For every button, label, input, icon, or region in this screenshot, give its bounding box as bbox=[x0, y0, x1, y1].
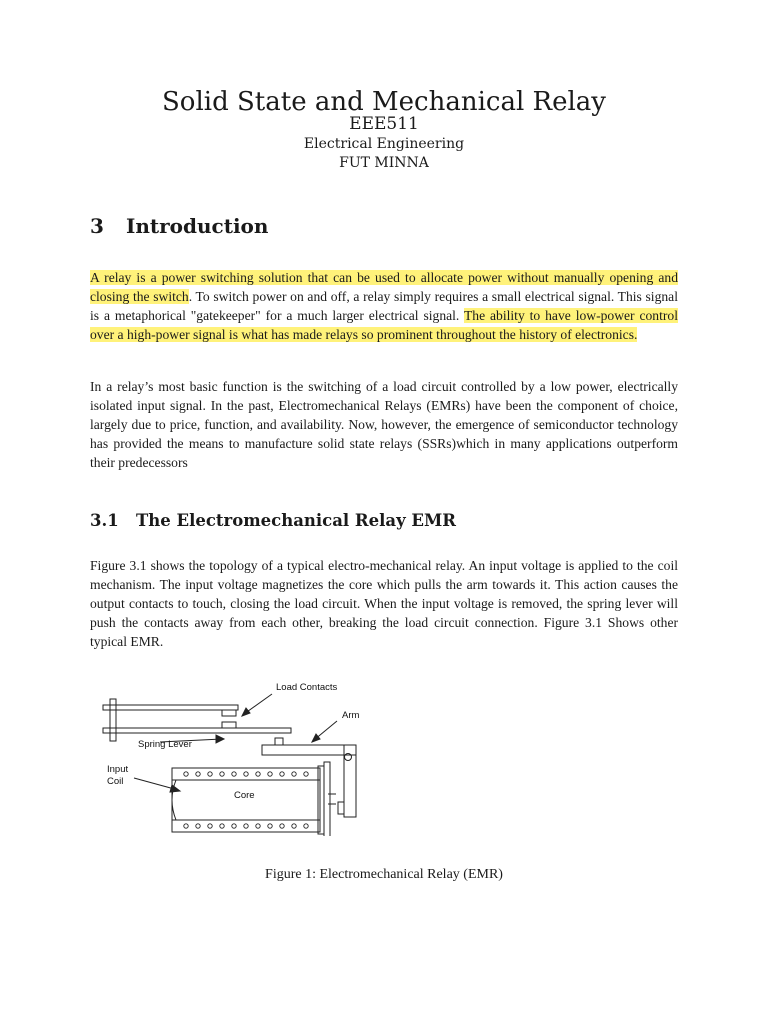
highlight-1: A relay is a power switching solution that can be used to allocate power without manually opening and closing the switch bbox=[90, 270, 678, 304]
intro-paragraph-2: In a relay’s most basic function is the switching of a load circuit controlled by a low power, electrically isolated input signal. In the past, Electromechanical Relays (EMRs) have been the component of choice, largely due to price, function, and availability. Now, however, the emergence of semiconductor technology has provided the means to manufacture solid state relays (SSRs)which in many applications outperform their predecessors bbox=[90, 379, 678, 470]
institution: FUT MINNA bbox=[339, 155, 429, 171]
arm bbox=[262, 745, 356, 755]
spring-lever bbox=[103, 728, 291, 733]
label-core: Core bbox=[234, 790, 255, 801]
figure-caption: Figure 1: Electromechanical Relay (EMR) bbox=[265, 867, 503, 882]
relay-diagram bbox=[100, 676, 365, 836]
arm-stud bbox=[275, 738, 283, 745]
label-input: Input bbox=[107, 764, 129, 775]
coil-end-plate bbox=[318, 766, 324, 834]
intro-paragraph-1-text: . To switch power on and off, a relay simply requires a small electrical signal. This signal is a metaphorical "gatekeeper" for a much larger electrical signal. bbox=[90, 289, 678, 323]
subsection-heading bbox=[90, 509, 456, 533]
course-code: EEE511 bbox=[349, 114, 419, 134]
upper-contact bbox=[222, 710, 236, 716]
subsection-title: The Electromechanical Relay EMR bbox=[136, 511, 456, 530]
upper-contact-arm bbox=[103, 705, 238, 710]
armature-plate bbox=[324, 762, 330, 836]
intro-paragraph-1 bbox=[90, 268, 678, 344]
emr-paragraph: Figure 3.1 shows the topology of a typical electro-mechanical relay. An input voltage is applied to the coil mechanism. The input voltage magnetizes the core which pulls the arm towards it. This action causes the output contacts to touch, closing the load circuit. When the input voltage is removed, the spring lever will push the contacts away from each other, breaking the load circuit connection. Figure 3.1 Shows other typical EMR. bbox=[90, 558, 678, 649]
department: Electrical Engineering bbox=[303, 136, 465, 152]
label-coil: Coil bbox=[107, 776, 124, 787]
label-load-contacts: Load Contacts bbox=[276, 682, 338, 693]
subsection-number: 3.1 bbox=[90, 511, 119, 530]
lower-contact bbox=[222, 722, 236, 728]
section-title: Introduction bbox=[126, 214, 269, 238]
section-heading bbox=[90, 212, 268, 240]
arm-vertical bbox=[344, 745, 356, 817]
section-number: 3 bbox=[90, 214, 104, 238]
document-title: Solid State and Mechanical Relay bbox=[161, 87, 606, 117]
label-spring-lever: Spring Lever bbox=[138, 739, 192, 750]
label-arm: Arm bbox=[342, 710, 360, 721]
arm-tab bbox=[338, 802, 344, 814]
highlight-2: The ability to have low-power control over a high-power signal is what has made relays so prominent throughout the history of electronics. bbox=[90, 308, 678, 342]
